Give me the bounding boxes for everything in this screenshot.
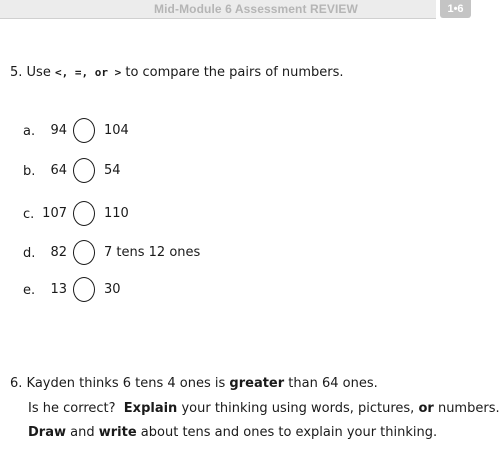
q6-emphasis: write [98, 425, 137, 440]
item-letter: e. [23, 283, 36, 298]
compare-item-c [0, 201, 500, 229]
item-letter: b. [23, 164, 36, 179]
answer-circle[interactable] [73, 158, 95, 183]
question-6-line-3 [28, 425, 437, 440]
left-number: 64 [50, 163, 67, 178]
item-letter: c. [23, 207, 35, 222]
q6-emphasis: or [418, 401, 434, 416]
q6-text: 6. Kayden thinks 6 tens 4 ones is [10, 376, 226, 391]
right-number: 54 [104, 163, 121, 178]
compare-item-d [0, 240, 500, 268]
answer-circle[interactable] [73, 118, 95, 143]
right-number: 104 [104, 123, 129, 138]
question-5-prefix: 5. Use [10, 65, 51, 80]
left-number: 82 [50, 245, 67, 260]
compare-item-a [0, 118, 500, 146]
q6-text: numbers. [437, 401, 500, 416]
left-number: 107 [42, 206, 67, 221]
left-number: 94 [50, 123, 67, 138]
comparison-symbols: <, =, or > [54, 66, 122, 79]
compare-item-e [0, 277, 500, 305]
answer-circle[interactable] [73, 201, 95, 226]
q6-text: and [70, 425, 95, 440]
compare-item-b [0, 158, 500, 186]
right-number: 30 [104, 282, 121, 297]
item-letter: a. [23, 124, 36, 139]
q6-text: Is he correct? [28, 401, 116, 416]
right-number: 110 [104, 206, 129, 221]
answer-circle[interactable] [73, 277, 95, 302]
q6-text: than 64 ones. [288, 376, 378, 391]
left-number: 13 [50, 282, 67, 297]
q6-emphasis: Explain [123, 401, 178, 416]
answer-circle[interactable] [73, 240, 95, 265]
header-title: Mid-Module 6 Assessment REVIEW [154, 2, 358, 16]
q6-emphasis: greater [229, 376, 285, 391]
question-5-suffix: to compare the pairs of numbers. [125, 65, 344, 80]
question-5-prompt [10, 65, 344, 80]
question-6-line-2 [28, 401, 500, 416]
q6-text: your thinking using words, pictures, [181, 401, 415, 416]
q6-emphasis: Draw [28, 425, 66, 440]
lesson-badge: 1•6 [440, 0, 471, 18]
question-6-line-1 [10, 376, 378, 391]
right-number: 7 tens 12 ones [104, 245, 201, 260]
item-letter: d. [23, 246, 36, 261]
q6-text: about tens and ones to explain your thinking. [140, 425, 438, 440]
page-header [0, 0, 500, 22]
